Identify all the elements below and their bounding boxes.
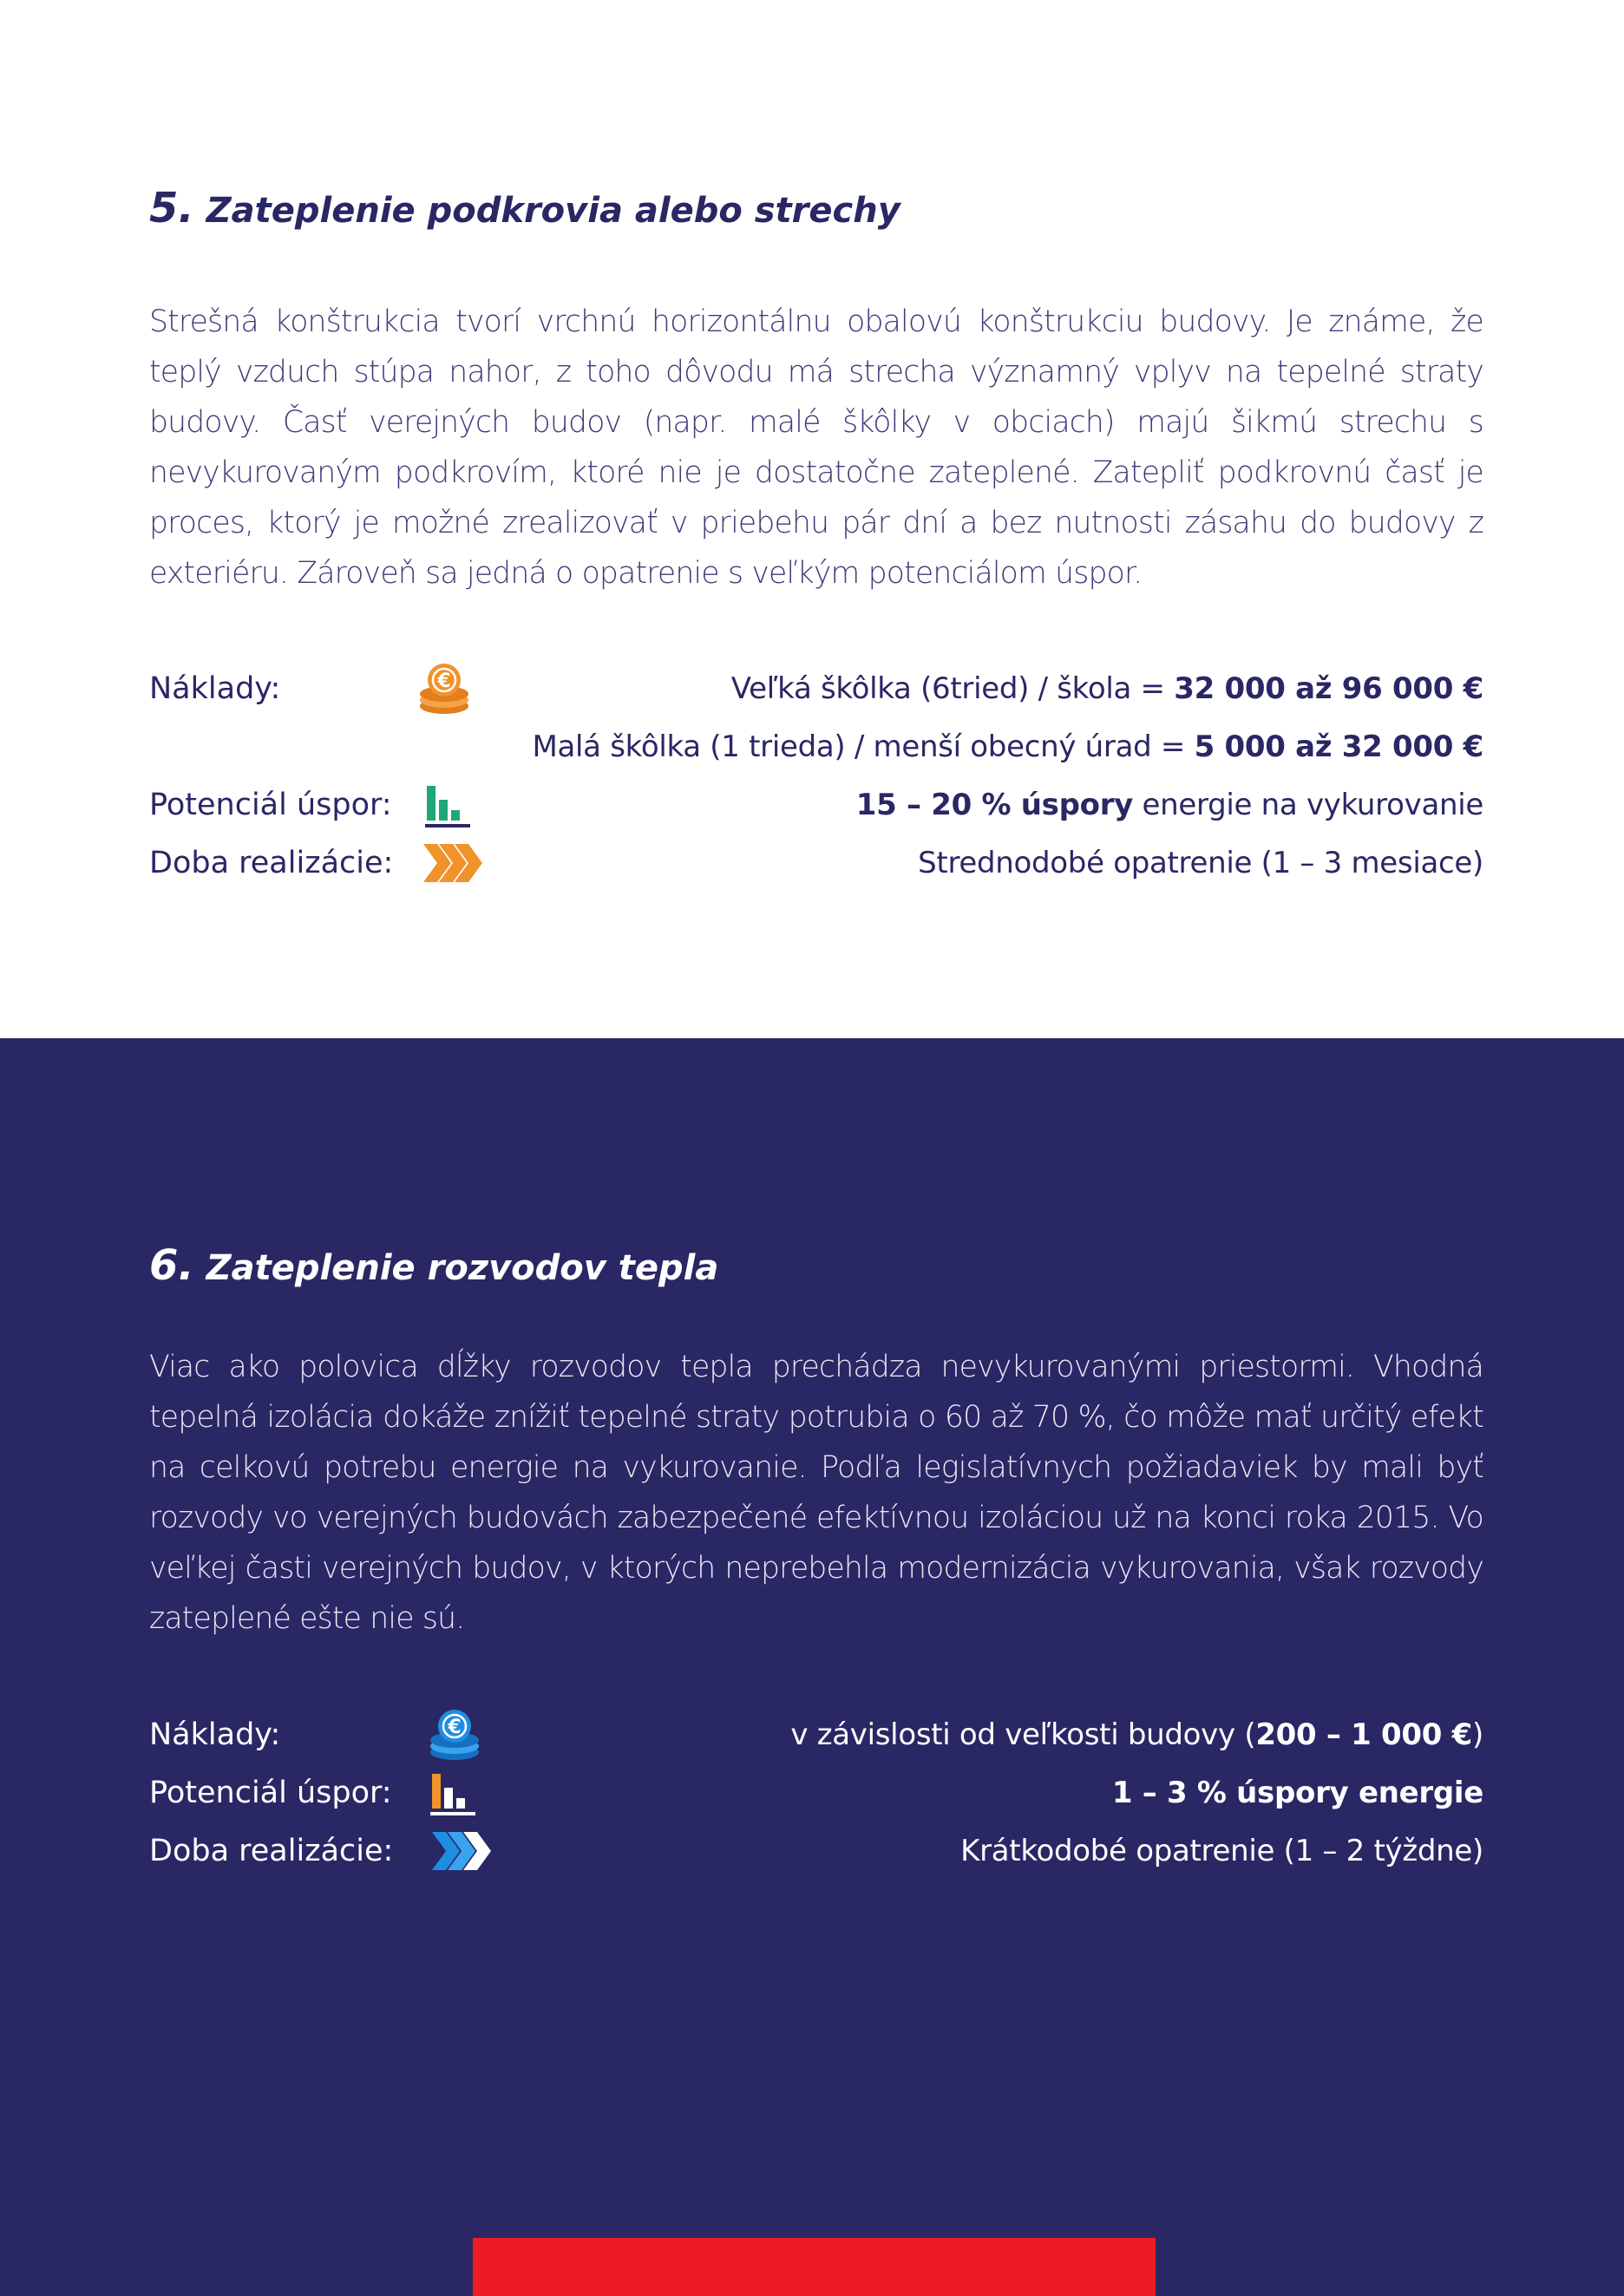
section-5 — [0, 0, 1624, 1038]
section-6-costs-row — [149, 1709, 1483, 1761]
section-5-costs-row — [149, 663, 1483, 715]
savings-value: 15 – 20 % úspory energie na vykurovanie — [855, 788, 1483, 822]
section-6-savings-row — [149, 1767, 1483, 1819]
section-6-title: Zateplenie rozvodov tepla — [206, 1248, 719, 1288]
section-5-savings-row — [149, 779, 1483, 831]
euro-coins-icon — [418, 663, 472, 716]
section-5-duration-row — [149, 837, 1483, 889]
section-6-body: Viac ako polovica dĺžky rozvodov tepla prechádza nevykurovanými priestormi. Vhodná tepelná izolácia dokáže znížiť tepelné straty potrubia o 60 až 70 %, čo môže mať určitý efekt na celkovú potrebu energie na vykurovanie. Podľa legislatívnych požiadaviek by mali byť rozvody vo verejných budovách zabezpečené efektívnou izoláciou už na konci roka 2015. Vo veľkej časti verejných budov, v ktorých neprebehla modernizácia vykurovania, však rozvody zateplené ešte nie sú. — [149, 1350, 1483, 1636]
section-5-number: 5. — [149, 184, 194, 232]
section-5-title: Zateplenie podkrovia alebo strechy — [206, 191, 900, 231]
bottom-decor-bar — [473, 2238, 1156, 2296]
section-6-duration-row — [149, 1825, 1483, 1877]
section-5-body: Strešná konštrukcia tvorí vrchnú horizontálnu obalovú konštrukciu budovy. Je známe, že teplý vzduch stúpa nahor, z toho dôvodu má strecha významný vplyv na tepelné straty budovy. Časť verejných budov (napr. malé škôlky v obciach) majú šikmú strechu s nevykurovaným podkrovím, ktoré nie je dostatočne zateplené. Zatepliť podkrovnú časť je proces, ktorý je možné zrealizovať v priebehu pár dní a bez nutnosti zásahu do budovy z exteriéru. Zároveň sa jedná o opatrenie s veľkým potenciálom úspor. — [149, 304, 1483, 591]
euro-coins-icon — [429, 1709, 482, 1763]
duration-label: Doba realizácie: — [149, 1834, 394, 1868]
duration-label: Doba realizácie: — [149, 846, 394, 880]
svg-text:€: € — [448, 1717, 462, 1738]
costs-value-large: Veľká škôlka (6tried) / škola = 32 000 až 96 000 € — [730, 671, 1483, 706]
bar-chart-icon — [423, 779, 475, 831]
costs-label: Náklady: — [149, 1717, 281, 1752]
section-6-number: 6. — [149, 1241, 194, 1290]
bar-chart-icon — [429, 1767, 481, 1819]
section-6 — [0, 1038, 1624, 2296]
svg-text:€: € — [437, 670, 451, 692]
savings-value: 1 – 3 % úspory energie — [1111, 1776, 1483, 1810]
duration-value: Krátkodobé opatrenie (1 – 2 týždne) — [960, 1834, 1483, 1868]
costs-value-small: Malá škôlka (1 trieda) / menší obecný úrad = 5 000 až 32 000 € — [532, 729, 1483, 764]
section-5-costs-row-2 — [149, 721, 1483, 773]
chevrons-right-icon — [430, 1825, 494, 1877]
savings-label: Potenciál úspor: — [149, 788, 392, 822]
chevrons-right-icon — [422, 837, 486, 889]
costs-label: Náklady: — [149, 671, 281, 706]
savings-label: Potenciál úspor: — [149, 1776, 392, 1810]
section-6-heading — [149, 1241, 718, 1290]
costs-value: v závislosti od veľkosti budovy (200 – 1 000 €) — [790, 1717, 1483, 1752]
section-5-heading — [149, 184, 900, 232]
duration-value: Strednodobé opatrenie (1 – 3 mesiace) — [918, 846, 1483, 880]
